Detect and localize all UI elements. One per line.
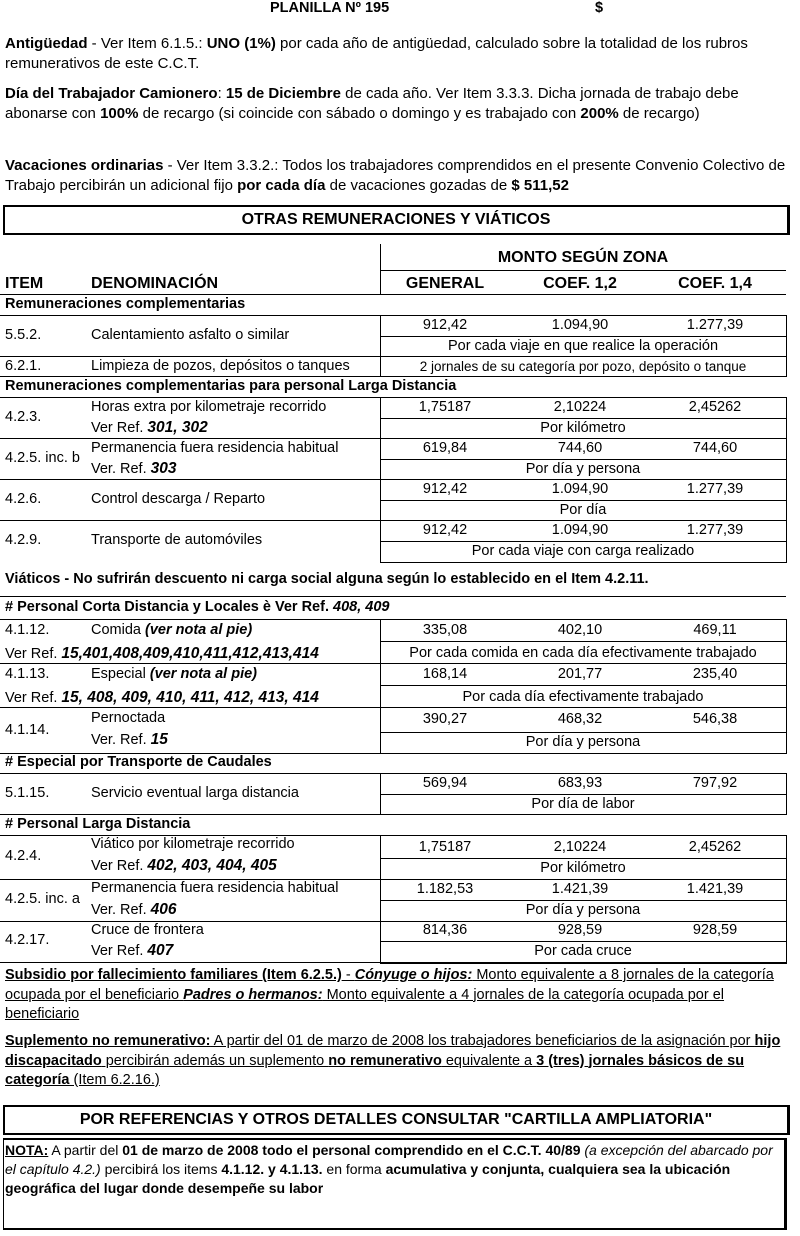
amount-coef14: 797,92 (692, 775, 738, 791)
reference-numbers: 402, 403, 404, 405 (147, 857, 277, 874)
item-code: 4.1.13. (5, 666, 50, 682)
nota-text: percibirá los items (100, 1161, 222, 1177)
item-code: 6.2.1. (5, 358, 42, 374)
section-remuneraciones-complementarias: Remuneraciones complementarias (5, 296, 246, 312)
amount-coef14: 2,45262 (688, 839, 742, 855)
reference (91, 942, 173, 960)
denomination: Cruce de frontera (91, 922, 204, 938)
vacaciones-paragraph (5, 156, 790, 196)
denomination: Permanencia fuera residencia habitual (91, 440, 339, 456)
vacaciones-bold: por cada día (237, 177, 326, 194)
denominacion-header: DENOMINACIÓN (91, 275, 219, 292)
amount-coef12: 1.094,90 (551, 481, 609, 497)
amount-coef12: 2,10224 (553, 839, 607, 855)
nota-paragraph (5, 1141, 783, 1198)
suplemento-label: Suplemento no remunerativo: (5, 1033, 211, 1049)
amount-coef12: 2,10224 (553, 399, 607, 415)
monto-zona-header: MONTO SEGÚN ZONA (497, 249, 669, 266)
amount-general: 619,84 (422, 440, 468, 456)
suplemento-text: A partir del 01 de marzo de 2008 los trabajadores beneficiarios de la asignación por (210, 1033, 755, 1049)
reference (91, 901, 177, 919)
amount-note: Por día y persona (525, 734, 641, 750)
subsidio-text: - (341, 967, 355, 983)
reference-numbers: 303 (150, 460, 177, 477)
amount-note: 2 jornales de su categoría por pozo, depósito o tanque (419, 359, 747, 374)
item-code: 4.2.17. (5, 932, 50, 948)
antiguedad-label: Antigüedad (5, 35, 88, 52)
antiguedad-text: por cada año de antigüedad, calculado sobre la totalidad de los rubros remunerativos de este C.C.T. (5, 35, 748, 72)
suplemento-bold: hijo discapacitado (5, 1033, 781, 1069)
divider (380, 459, 786, 460)
amount-coef12: 1.094,90 (551, 317, 609, 333)
nota-bold: 01 de marzo de 2008 todo el personal comprendido en el C.C.T. 40/89 (122, 1142, 581, 1158)
amount-coef14: 1.277,39 (686, 317, 744, 333)
antiguedad-text: - Ver Item 6.1.5.: (87, 35, 207, 52)
suplemento-bold: 3 (tres) jornales básicos de su categoría (5, 1052, 745, 1088)
divider (380, 794, 786, 795)
reference-numbers: 301, 302 (147, 419, 208, 436)
amount-note: Por día de labor (531, 796, 635, 812)
item-code: 4.2.9. (5, 532, 42, 548)
reference (5, 689, 319, 707)
dia-camionero-percent: 100% (100, 105, 139, 122)
reference (91, 857, 277, 875)
suplemento-paragraph (5, 1032, 790, 1091)
denomination: Servicio eventual larga distancia (91, 785, 299, 801)
divider (380, 941, 786, 942)
dia-camionero-text: : (217, 85, 226, 102)
amount-coef12: 928,59 (557, 922, 603, 938)
reference-prefix: Ver Ref. (5, 646, 62, 662)
amount-note: Por cada cruce (534, 943, 632, 959)
coef12-header: COEF. 1,2 (543, 275, 617, 292)
reference-prefix: Ver Ref. (91, 420, 148, 436)
subsidio-padres: Padres o hermanos: (183, 986, 323, 1003)
vacaciones-amount: $ 511,52 (511, 177, 569, 194)
amount-coef12: 1.094,90 (551, 522, 609, 538)
amount-coef12: 1.421,39 (551, 881, 609, 897)
amount-coef14: 928,59 (692, 922, 738, 938)
amount-note: Por cada viaje en que realice la operación (447, 338, 719, 354)
subsidio-conyuge: Cónyuge o hijos: (354, 967, 473, 983)
amount-general: 1.182,53 (416, 881, 474, 897)
dia-camionero-percent: 200% (580, 105, 619, 122)
section-transporte-caudales: # Especial por Transporte de Caudales (5, 754, 272, 770)
item-code: 5.5.2. (5, 327, 42, 343)
subsidio-paragraph (5, 966, 790, 1025)
amount-general: 912,42 (422, 481, 468, 497)
section-remuneraciones-larga-distancia: Remuneraciones complementarias para personal Larga Distancia (5, 378, 457, 394)
section-corta-distancia (5, 599, 389, 615)
amount-coef12: 744,60 (557, 440, 603, 456)
reference-prefix: Ver Ref. (91, 858, 148, 874)
item-code: 4.2.6. (5, 491, 42, 507)
amount-note: Por cada día efectivamente trabajado (462, 689, 704, 705)
subsidio-text: Monto equivalente a 4 jornales de la categoría ocupada por el beneficiario (5, 986, 725, 1022)
item-code: 4.2.5. inc. b (5, 450, 80, 466)
antiguedad-percent: UNO (1%) (206, 35, 276, 52)
reference-prefix: Ver. Ref. (91, 902, 151, 918)
subsidio-text: Monto equivalente a 8 jornales de la categoría ocupada por el beneficiario (5, 967, 774, 1003)
otras-remuneraciones-title: OTRAS REMUNERACIONES Y VIÁTICOS (3, 205, 790, 235)
denomination: Pernoctada (91, 710, 166, 726)
section-personal-larga-distancia: # Personal Larga Distancia (5, 816, 191, 832)
dia-camionero-text: de cada año. Ver Item 3.3.3. Dicha jornada de trabajo debe abonarse con (5, 85, 739, 122)
reference-numbers: 15 (150, 731, 168, 748)
dia-camionero-date: 15 de Diciembre (225, 85, 341, 102)
item-code: 4.2.5. inc. a (5, 891, 80, 907)
divider (380, 858, 786, 859)
suplemento-bold: no remunerativo (328, 1052, 442, 1069)
item-code: 4.2.4. (5, 848, 42, 864)
reference (91, 731, 168, 749)
amount-coef14: 1.421,39 (686, 881, 744, 897)
amount-coef12: 468,32 (557, 711, 603, 727)
amount-coef14: 546,38 (692, 711, 738, 727)
nota-label: NOTA: (5, 1142, 49, 1158)
amount-general: 1,75187 (418, 399, 472, 415)
subsidio-label: Subsidio por fallecimiento familiares (Item 6.2.5.) (5, 967, 342, 983)
coef14-header: COEF. 1,4 (678, 275, 752, 292)
amount-note: Por día y persona (525, 902, 641, 918)
amount-coef14: 744,60 (692, 440, 738, 456)
reference (91, 419, 208, 437)
amount-general: 390,27 (422, 711, 468, 727)
amount-coef14: 469,11 (693, 622, 737, 638)
amount-general: 569,94 (422, 775, 468, 791)
vacaciones-text: - Ver Item 3.3.2.: Todos los trabajadores comprendidos en el presente Convenio Colectivo de Trabajo percibirán un adicional fijo (5, 157, 786, 194)
divider (380, 541, 786, 542)
nota-italic: (a excepción del abarcado por el capítulo 4.2.) (5, 1142, 773, 1177)
reference-prefix: Ver. Ref. (91, 732, 151, 748)
dia-camionero-text: de recargo (si coincide con sábado o domingo y es trabajado con (138, 105, 581, 122)
nota-text: en forma (322, 1161, 386, 1177)
denomination-text: Especial (91, 666, 150, 682)
amount-coef12: 683,93 (557, 775, 603, 791)
divider (380, 641, 786, 642)
amount-note: Por día (559, 502, 607, 518)
divider (380, 500, 786, 501)
amount-general: 1,75187 (418, 839, 472, 855)
referencias-banner: POR REFERENCIAS Y OTROS DETALLES CONSULTAR "CARTILLA AMPLIATORIA" (3, 1105, 790, 1135)
section-corta-distancia-refs: 408, 409 (333, 599, 390, 615)
amount-general: 335,08 (422, 622, 468, 638)
divider (380, 732, 786, 733)
denomination: Calentamiento asfalto o similar (91, 327, 290, 343)
amount-coef14: 1.277,39 (686, 522, 744, 538)
reference-numbers: 406 (150, 901, 177, 918)
denomination: Control descarga / Reparto (91, 491, 266, 507)
divider (380, 685, 786, 686)
divider (0, 814, 786, 815)
denomination-note: (ver nota al pie) (149, 666, 258, 682)
divider (380, 418, 786, 419)
amount-coef14: 2,45262 (688, 399, 742, 415)
amount-note: Por kilómetro (540, 860, 626, 876)
amount-general: 912,42 (422, 522, 468, 538)
amount-coef12: 402,10 (557, 622, 603, 638)
section-viaticos: Viáticos - No sufrirán descuento ni carga social alguna según lo establecido en el Item 4.2.11. (5, 571, 649, 587)
dia-camionero-paragraph (5, 84, 790, 124)
reference (91, 460, 177, 478)
divider (0, 596, 786, 597)
general-header: GENERAL (405, 275, 485, 292)
denomination-text: Comida (91, 622, 145, 638)
reference-prefix: Ver Ref. (5, 690, 62, 706)
nota-bold: acumulativa y conjunta, cualquiera sea la ubicación geográfica del lugar donde desempeñe su labor (5, 1161, 731, 1196)
suplemento-text: percibirán además un suplemento (101, 1052, 329, 1069)
dia-camionero-label: Día del Trabajador Camionero (5, 85, 218, 102)
amount-coef14: 1.277,39 (686, 481, 744, 497)
item-header: ITEM (5, 275, 44, 292)
reference (5, 645, 319, 663)
reference-numbers: 15, 408, 409, 410, 411, 412, 413, 414 (61, 689, 319, 706)
amount-note: Por día y persona (525, 461, 641, 477)
reference-prefix: Ver. Ref. (91, 461, 151, 477)
vacaciones-label: Vacaciones ordinarias (5, 157, 164, 174)
denomination: Permanencia fuera residencia habitual (91, 880, 339, 896)
denomination: Horas extra por kilometraje recorrido (91, 399, 327, 415)
reference-prefix: Ver Ref. (91, 943, 148, 959)
amount-general: 814,36 (422, 922, 468, 938)
antiguedad-paragraph (5, 34, 790, 74)
reference-numbers: 407 (147, 942, 174, 959)
amount-general: 912,42 (422, 317, 468, 333)
divider (380, 900, 786, 901)
item-code: 4.1.14. (5, 722, 50, 738)
suplemento-text: equivalente a (441, 1052, 537, 1069)
divider (380, 270, 786, 271)
nota-bold: 4.1.12. y 4.1.13. (221, 1161, 323, 1177)
denomination: Transporte de automóviles (91, 532, 263, 548)
divider (0, 294, 786, 295)
nota-text: A partir del (48, 1142, 123, 1158)
vacaciones-text: de vacaciones gozadas de (325, 177, 512, 194)
amount-note: Por kilómetro (540, 420, 626, 436)
section-corta-distancia-label: # Personal Corta Distancia y Locales è Ver Ref. (5, 599, 334, 615)
item-code: 4.1.12. (5, 622, 50, 638)
amount-note: Por cada viaje con carga realizado (471, 543, 695, 559)
currency-symbol: $ (595, 0, 604, 16)
denomination-note: (ver nota al pie) (145, 622, 253, 638)
amount-note: Por cada comida en cada día efectivamente trabajado (409, 645, 757, 661)
divider (0, 962, 786, 963)
denomination (91, 622, 252, 638)
reference-numbers: 15,401,408,409,410,411,412,413,414 (61, 645, 319, 662)
page-title: PLANILLA Nº 195 (270, 0, 390, 16)
divider (380, 336, 786, 337)
divider (0, 376, 786, 377)
amount-coef12: 201,77 (557, 666, 603, 682)
amount-coef14: 235,40 (692, 666, 738, 682)
denomination (91, 666, 257, 682)
denomination: Viático por kilometraje recorrido (91, 836, 295, 852)
item-code: 5.1.15. (5, 785, 50, 801)
denomination: Limpieza de pozos, depósitos o tanques (91, 358, 350, 374)
item-code: 4.2.3. (5, 409, 42, 425)
dia-camionero-text: de recargo) (618, 105, 700, 122)
suplemento-text: (Item 6.2.16.) (69, 1072, 160, 1088)
amount-general: 168,14 (422, 666, 468, 682)
